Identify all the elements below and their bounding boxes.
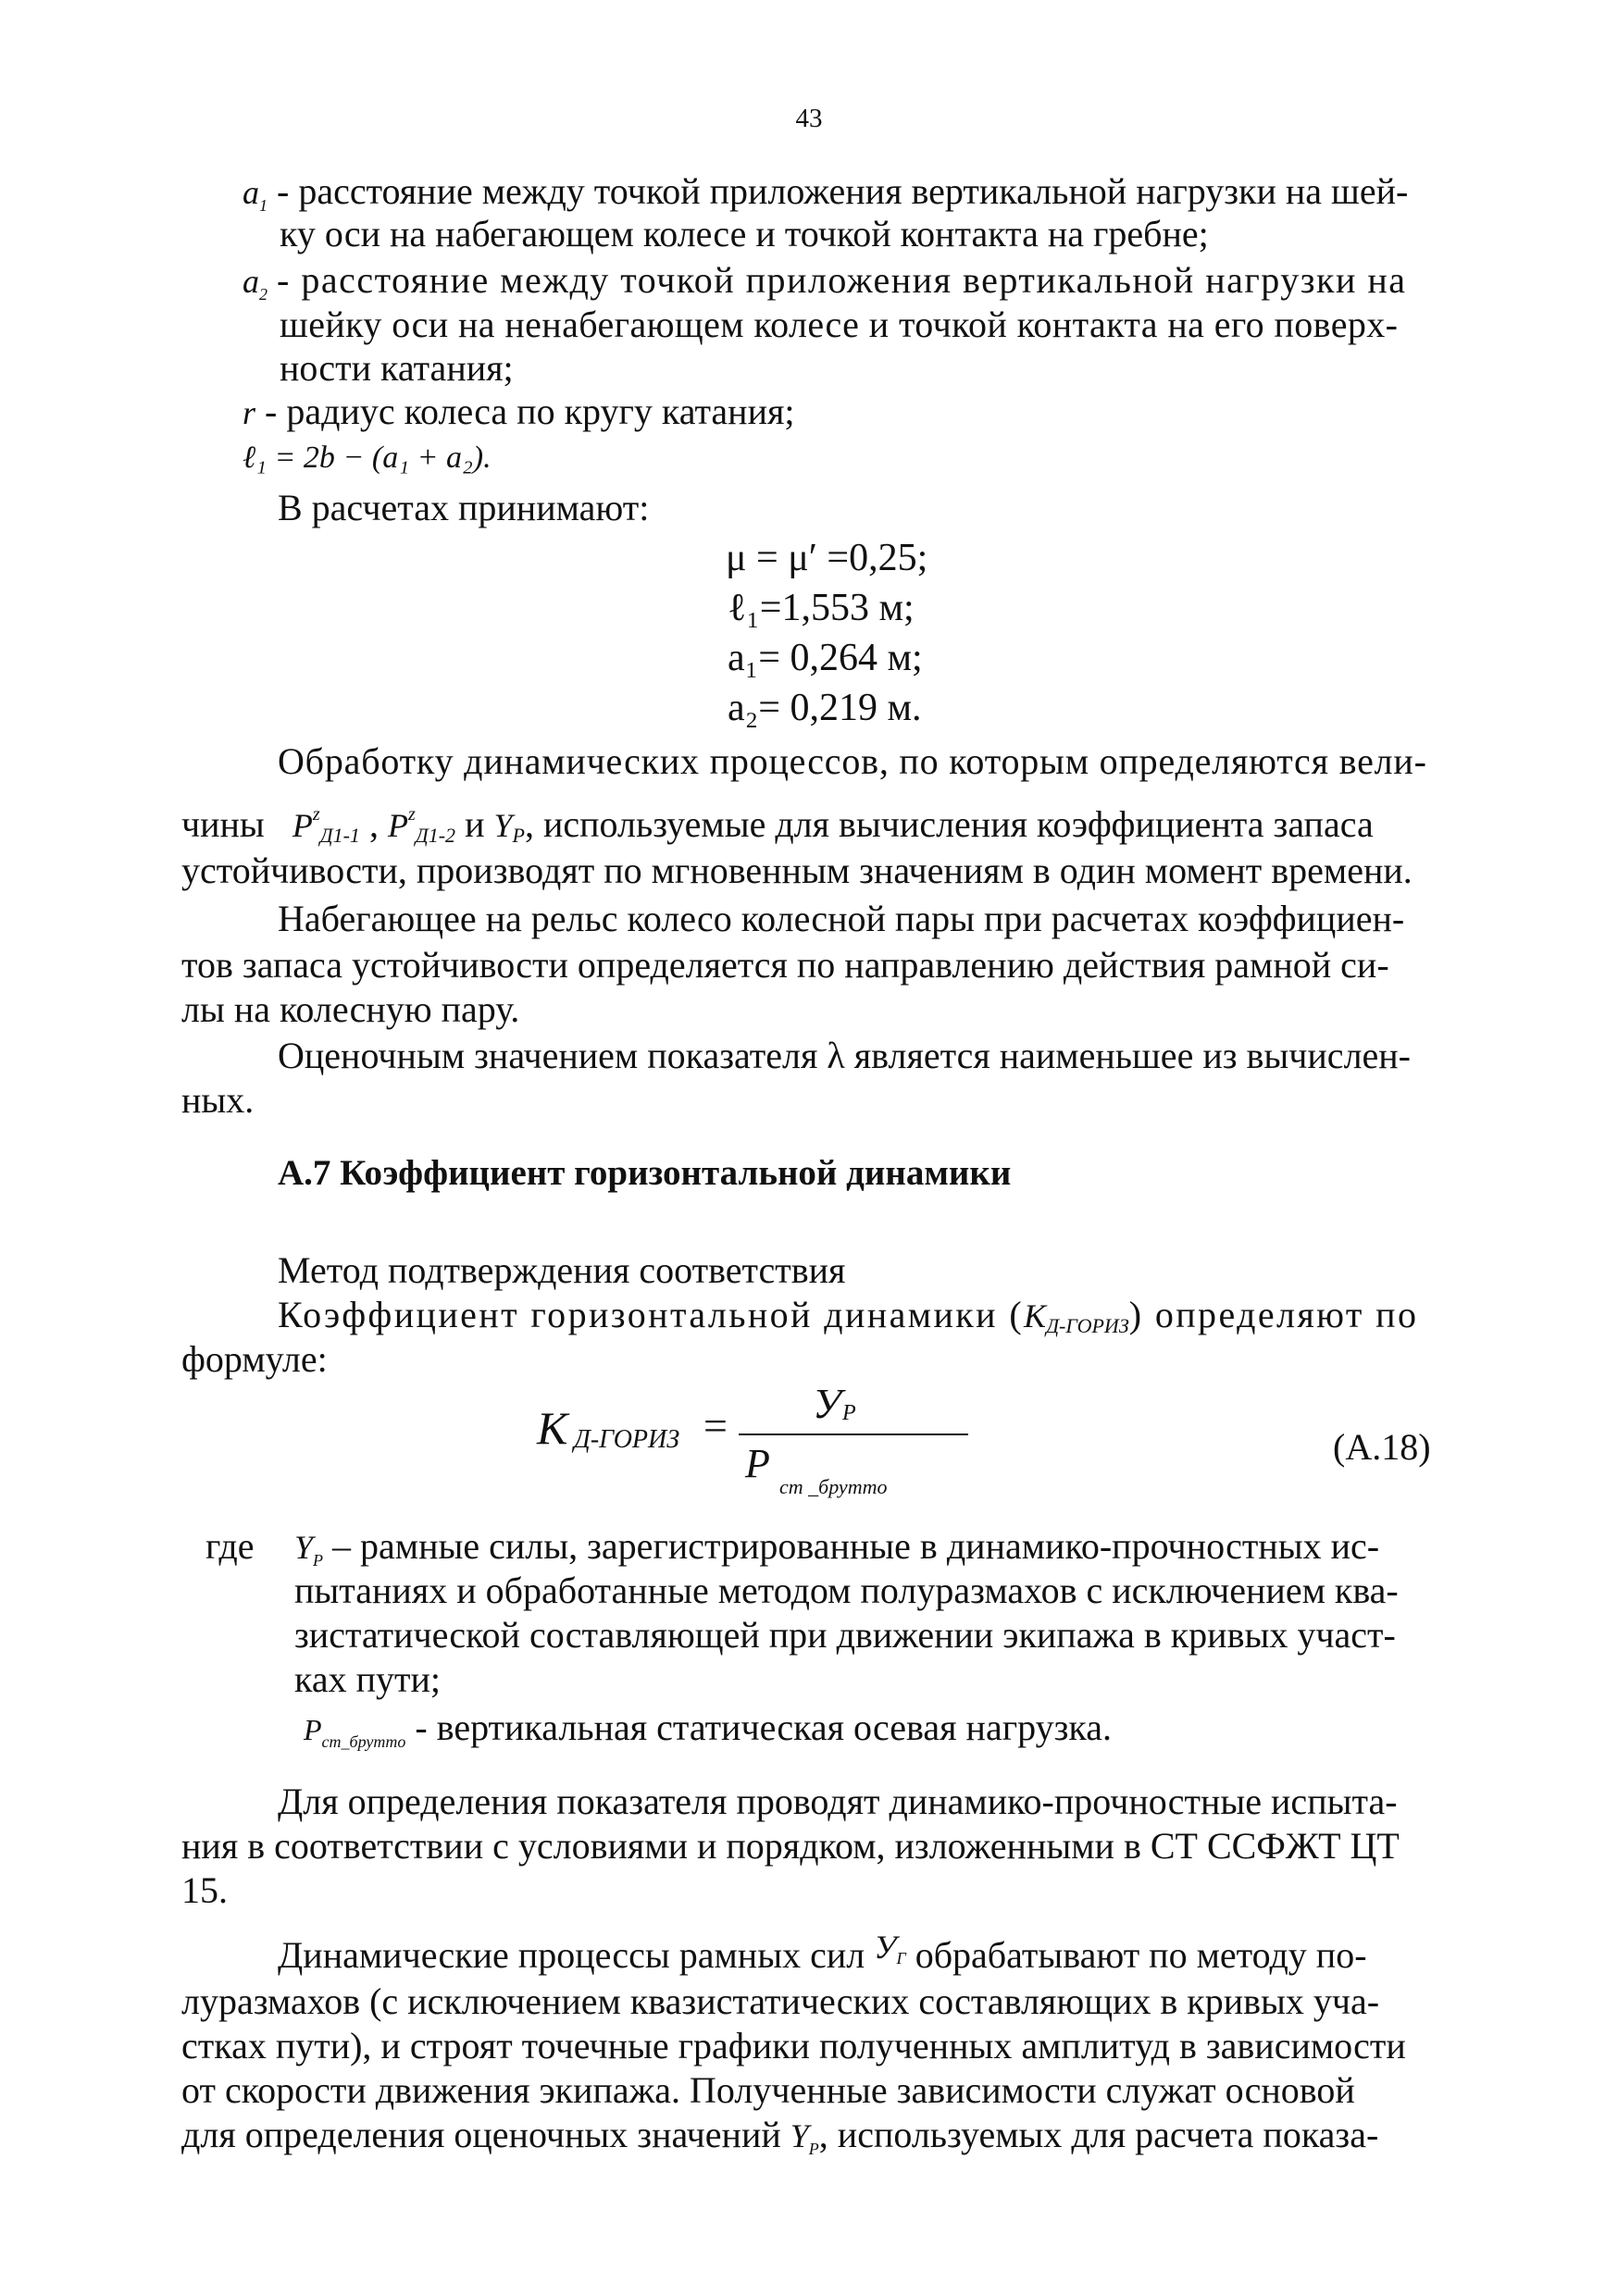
where-p-line (304, 1706, 1112, 1756)
accepted-mu: μ = μ′ =0,25; (726, 537, 928, 579)
formula-denominator-sub: ст _брутто (779, 1475, 888, 1498)
definition-a2-line1 (243, 259, 1472, 308)
where-y-line1 (294, 1525, 1379, 1574)
where-p-sub: ст_брутто (321, 1732, 406, 1751)
accepted-l1: ℓ₁=1,553 м; (728, 587, 915, 629)
formula-lhs-sub: Д-ГОРИЗ (574, 1425, 680, 1454)
para5-line1-b: обрабатывают по методу по- (915, 1934, 1367, 1976)
accepted-a1: a₁= 0,264 м; (728, 637, 923, 679)
para2-line1: Набегающее на рельс колесо колесной пары при расчетах коэффициен- (278, 898, 1405, 939)
k-symbol: K (1024, 1297, 1047, 1334)
equation-number: (А.18) (1333, 1426, 1431, 1468)
formula-numerator-sub: Р (842, 1401, 856, 1425)
where-y-symbol: Y (294, 1529, 314, 1566)
accepted-a2: a₂= 0,219 м. (728, 687, 922, 729)
r-text: - радиус колеса по кругу катания; (265, 391, 795, 432)
para1-line3: устойчивости, производят по мгновенным значениям в один момент времени. (181, 850, 1413, 891)
a1-text: - расстояние между точкой приложения вертикальной нагрузки на шей- (277, 170, 1409, 212)
a2-text: - расстояние между точкой приложения вертикальной нагрузки на (277, 259, 1407, 301)
a1-subscript: 1 (259, 196, 268, 215)
method-line1: Метод подтверждения соответствия (278, 1249, 846, 1291)
para5-yp-symbol: Y (790, 2117, 809, 2154)
formula-fraction-bar (739, 1433, 968, 1435)
a1-symbol: a (243, 174, 259, 211)
a2-symbol: a (243, 263, 259, 300)
para3-line1: Оценочным значением показателя λ является наименьшее из вычислен- (278, 1035, 1412, 1076)
para2-line2: тов запаса устойчивости определяется по направлению действия рамной си- (181, 944, 1389, 986)
p-d1-1-sup: z (312, 804, 320, 825)
para1-line1: Обработку динамических процессов, по которым определяются вели- (278, 740, 1427, 782)
where-y-line3: зистатической составляющей при движении экипажа в кривых участ- (294, 1614, 1396, 1656)
l1-formula: ℓ₁ = 2b − (a₁ + a₂). (243, 441, 492, 475)
formula-equals: = (703, 1402, 728, 1449)
para5-line2: луразмахов (с исключением квазистатических составляющих в кривых уча- (181, 1980, 1380, 2022)
para5-line1 (278, 1929, 1367, 1983)
method-line2-b: ) определяют по (1128, 1294, 1419, 1335)
p-d1-2-symbol: P (387, 807, 408, 844)
para5-yr-symbol: У (874, 1929, 897, 1966)
para1-and: и (465, 803, 485, 845)
p-d1-1-symbol: P (292, 807, 313, 844)
para5-line5-b: , используемых для расчета показа- (818, 2114, 1379, 2155)
where-p-text: - вертикальная статическая осевая нагрузка. (415, 1706, 1112, 1748)
definition-a2-line3: ности катания; (280, 347, 514, 389)
method-line2-a: Коэффициент горизонтальной динамики ( (278, 1294, 1025, 1335)
para5-line4: от скорости движения экипажа. Полученные зависимости служат основой (181, 2069, 1355, 2111)
p-d1-1-sub: Д1-1 (319, 824, 360, 847)
para3-line2: ных. (181, 1079, 255, 1121)
para4-line2: ния в соответствии с условиями и порядком, изложенными в СТ ССФЖТ ЦТ (181, 1825, 1400, 1867)
where-y-sub: P (313, 1551, 324, 1570)
para1-line2 (181, 803, 1374, 852)
where-y-line4: ках пути; (294, 1658, 441, 1700)
where-label: где (205, 1525, 255, 1567)
para5-line1-a: Динамические процессы рамных сил (278, 1934, 865, 1976)
para4-line3: 15. (181, 1869, 228, 1911)
p-d1-2-sup: z (407, 804, 416, 825)
para5-line3: стках пути), и строят точечные графики полученных амплитуд в зависимости (181, 2025, 1406, 2066)
yp-symbol: Y (493, 807, 513, 844)
where-y-line2: пытаниях и обработанные методом полуразмахов с исключением ква- (294, 1570, 1399, 1611)
formula-denominator-main: P (745, 1441, 770, 1486)
accepted-intro: В расчетах принимают: (278, 487, 650, 528)
page-number: 43 (795, 104, 823, 133)
para2-line3: лы на колесную пару. (181, 988, 520, 1030)
para5-line5 (181, 2114, 1378, 2163)
para5-line5-a: для определения оценочных значений (181, 2114, 781, 2155)
where-p-symbol: P (304, 1713, 322, 1746)
formula-lhs-main: K (537, 1402, 568, 1454)
para1-comma: , (368, 803, 379, 845)
para4-line1: Для определения показателя проводят динамико-прочностные испыта- (278, 1781, 1398, 1822)
a2-subscript: 2 (259, 285, 268, 304)
method-line3: формуле: (181, 1338, 328, 1380)
where-y-text1: – рамные силы, зарегистрированные в динамико-прочностных ис- (332, 1525, 1380, 1567)
method-line2 (278, 1294, 1418, 1342)
formula-a18 (518, 1379, 1166, 1518)
para5-yr-sub: Г (896, 1949, 906, 1967)
k-subscript: Д-ГОРИЗ (1046, 1314, 1129, 1337)
p-d1-2-sub: Д1-2 (415, 824, 456, 847)
para5-yp-sub: P (808, 2140, 819, 2158)
section-heading: А.7 Коэффициент горизонтальной динамики (278, 1153, 1012, 1193)
definition-a2-line2: шейку оси на ненабегающем колесе и точкой контакта на его поверх- (280, 304, 1399, 345)
para1-chiny: чины (181, 803, 265, 845)
para1-line2-text: , используемые для вычисления коэффициента запаса (524, 803, 1374, 845)
yp-sub: P (512, 824, 525, 847)
definition-r (243, 391, 795, 434)
formula-numerator-main: У (813, 1380, 841, 1427)
r-symbol: r (243, 394, 256, 431)
definition-a1-line2: ку оси на набегающем колесе и точкой контакта на гребне; (280, 213, 1209, 254)
